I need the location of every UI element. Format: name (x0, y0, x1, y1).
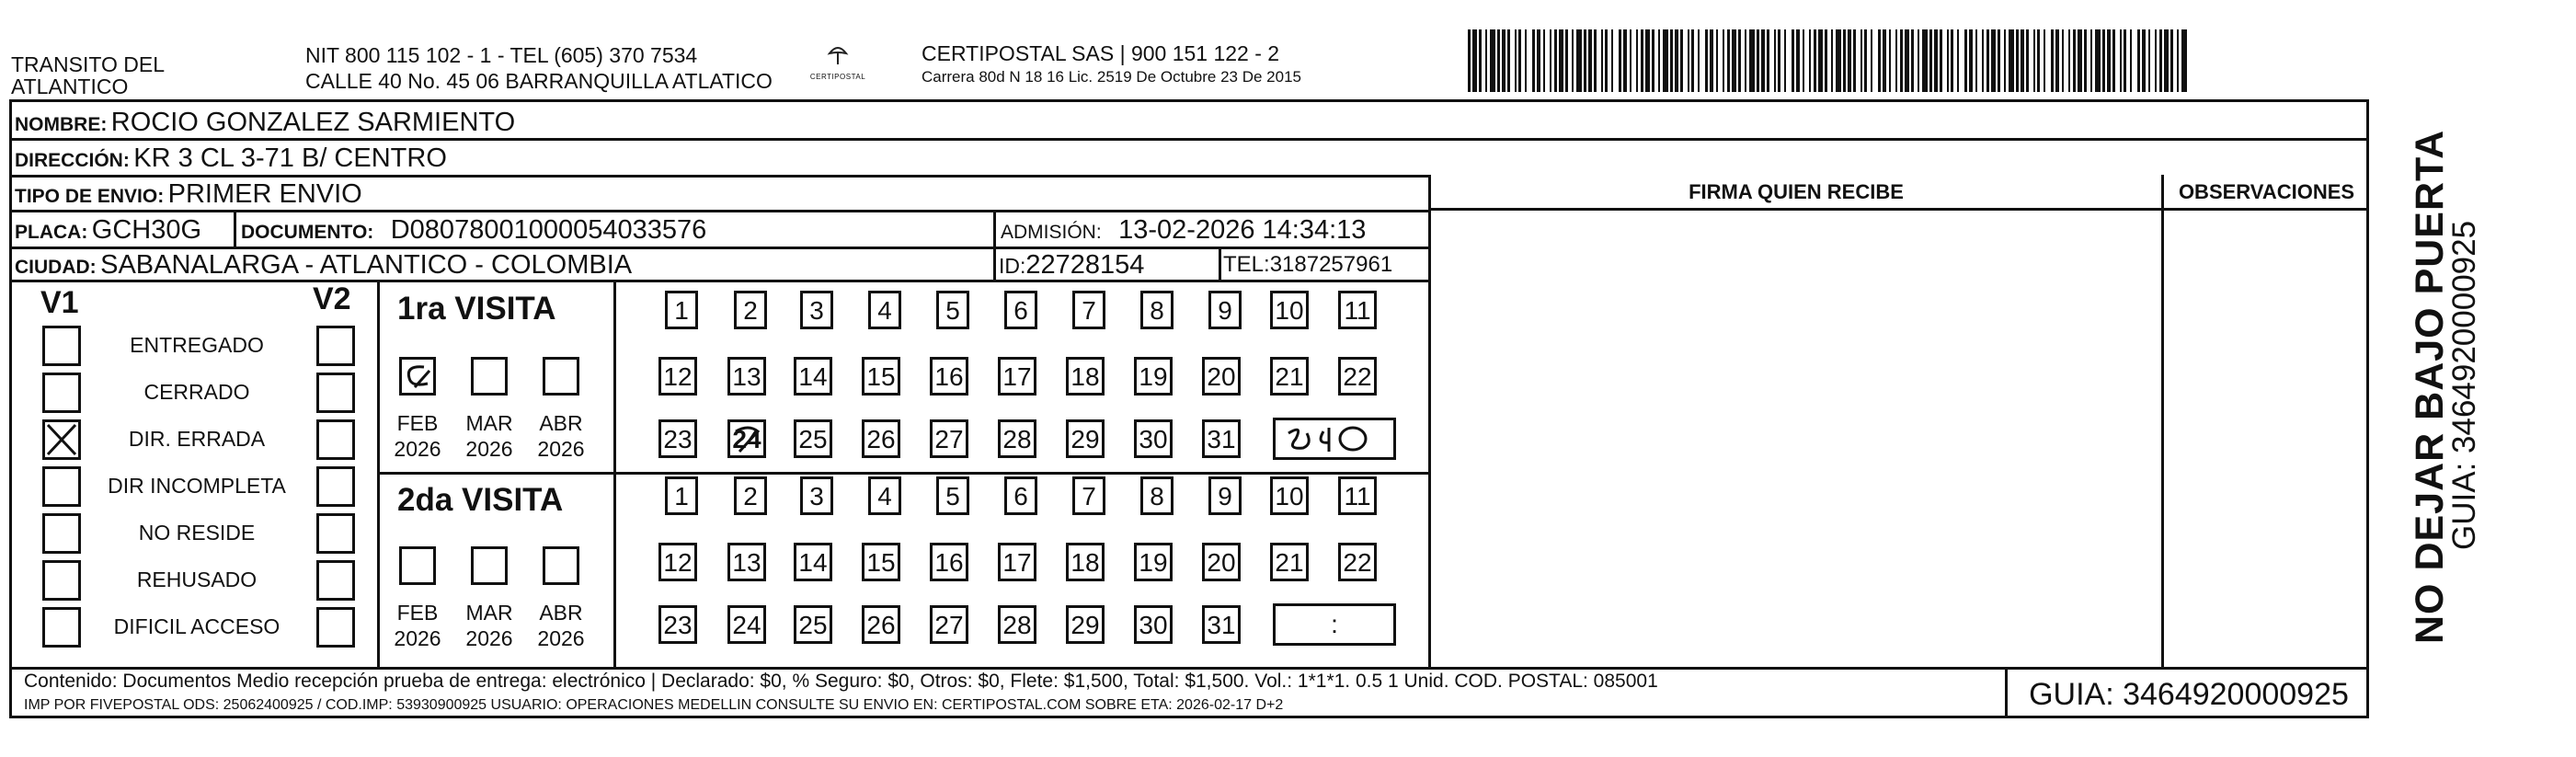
visit2-day-27[interactable] (930, 605, 968, 644)
visit2-day-10[interactable] (1270, 476, 1309, 515)
status-label-dir-errada: DIR. ERRADA (128, 427, 266, 451)
day-number: 26 (866, 611, 896, 639)
visit2-day-31[interactable] (1202, 605, 1241, 644)
visit1-day-31[interactable] (1202, 419, 1241, 458)
day-number: 31 (1207, 425, 1236, 453)
visit1-day-1[interactable] (665, 291, 698, 329)
tel-value: 3187257961 (1269, 252, 1393, 277)
visit2-month-feb-checkbox[interactable] (399, 546, 436, 585)
sender-line-1: TRANSITO DEL (11, 52, 165, 76)
day-number: 8 (1150, 296, 1164, 325)
day-number: 23 (663, 425, 693, 453)
day-number: 13 (732, 548, 761, 577)
day-number: 3 (809, 482, 824, 510)
sender-name (11, 53, 165, 97)
v1-checkbox-rehusado[interactable] (42, 560, 81, 601)
visit1-day-23[interactable] (658, 419, 697, 458)
day-number: 21 (1275, 362, 1304, 391)
nombre-row (15, 108, 515, 138)
day-number: 27 (934, 425, 964, 453)
visit1-day-8[interactable] (1140, 291, 1174, 329)
day-number: 4 (877, 482, 892, 510)
visit1-day-28[interactable] (998, 419, 1036, 458)
visit1-day-16[interactable] (930, 357, 968, 396)
v1-heading: V1 (40, 285, 79, 320)
visit2-day-6[interactable] (1004, 476, 1037, 515)
day-number: 25 (798, 611, 828, 639)
day-number: 5 (945, 482, 960, 510)
visit1-day-3[interactable] (800, 291, 833, 329)
month-name: FEB (396, 411, 439, 435)
v2-checkbox-no-reside[interactable] (316, 513, 355, 554)
visit2-month-mar-label (462, 600, 517, 651)
day-number: 1 (674, 296, 689, 325)
month-name: ABR (539, 411, 583, 435)
month-year: 2026 (465, 626, 513, 650)
visit1-day-7[interactable] (1072, 291, 1105, 329)
day-number: 6 (1013, 482, 1028, 510)
id-label: ID: (999, 254, 1026, 278)
status-label-dir-incompleta: DIR INCOMPLETA (108, 474, 286, 498)
day-number: 17 (1002, 362, 1032, 391)
visit1-day-22[interactable] (1338, 357, 1377, 396)
visit2-day-26[interactable] (862, 605, 900, 644)
month-year: 2026 (394, 626, 441, 650)
status-label-rehusado: REHUSADO (136, 568, 258, 591)
first-visit-title: 1ra VISITA (397, 291, 556, 327)
day-number: 12 (663, 362, 693, 391)
id-value: 22728154 (1025, 250, 1145, 280)
visit1-day-25[interactable] (794, 419, 832, 458)
day-number: 12 (663, 548, 693, 577)
visit1-day-9[interactable] (1208, 291, 1242, 329)
handwritten-time-icon (1276, 420, 1393, 457)
visit2-day-21[interactable] (1270, 543, 1309, 581)
visit1-month-mar-checkbox[interactable] (471, 357, 508, 396)
tipo-label: TIPO DE ENVIO: (15, 186, 165, 207)
v2-checkbox-cerrado[interactable] (316, 373, 355, 413)
day-number: 22 (1343, 362, 1372, 391)
visit1-day-21[interactable] (1270, 357, 1309, 396)
status-label-cerrado: CERRADO (143, 380, 250, 404)
side-warning: NO DEJAR BAJO PUERTA (2408, 129, 2452, 644)
visit2-day-9[interactable] (1208, 476, 1242, 515)
second-visit-time-box[interactable] (1273, 603, 1396, 646)
day-number: 11 (1344, 482, 1371, 510)
day-number: 22 (1343, 548, 1372, 577)
visit2-day-25[interactable] (794, 605, 832, 644)
day-number: 9 (1218, 482, 1232, 510)
visit1-month-feb-label (390, 410, 445, 462)
visit1-month-abr-label (533, 410, 589, 462)
footer-content-line: Contenido: Documentos Medio recepción prueba de entrega: electrónico | Declarado: $0, % Seguro: $0, Otros: $0, Flete: $1,500, Total: $1,500. Vol.: 1*1*1. 0.5 1 Unid. COD. POSTAL: 085001 (24, 671, 1658, 692)
day-number: 10 (1275, 296, 1304, 325)
visit1-day-12[interactable] (658, 357, 697, 396)
visit2-day-22[interactable] (1338, 543, 1377, 581)
ciudad-value: SABANALARGA - ATLANTICO - COLOMBIA (100, 250, 633, 280)
admision-label: ADMISIÓN: (1001, 222, 1102, 243)
day-number: 5 (945, 296, 960, 325)
handwritten-mark-icon (730, 422, 767, 457)
visit1-day-11[interactable] (1338, 291, 1377, 329)
visit1-day-30[interactable] (1134, 419, 1173, 458)
tipo-row (15, 179, 362, 210)
status-label-dificil-acceso: DIFICIL ACCESO (113, 614, 280, 638)
day-number: 16 (934, 362, 964, 391)
visit2-day-30[interactable] (1134, 605, 1173, 644)
day-number: 17 (1002, 548, 1032, 577)
visit1-day-24[interactable] (727, 419, 766, 458)
observaciones-header: OBSERVACIONES (2178, 180, 2355, 203)
direccion-label: DIRECCIÓN: (15, 150, 130, 171)
placa-label: PLACA: (15, 222, 88, 243)
day-number: 6 (1013, 296, 1028, 325)
day-number: 26 (866, 425, 896, 453)
documento-label: DOCUMENTO: (241, 222, 374, 243)
visit2-day-7[interactable] (1072, 476, 1105, 515)
day-number: 15 (866, 362, 896, 391)
status-label-no-reside: NO RESIDE (138, 521, 256, 545)
visit2-day-3[interactable] (800, 476, 833, 515)
visit1-month-abr-checkbox[interactable] (543, 357, 579, 396)
visit2-day-15[interactable] (862, 543, 900, 581)
visit1-day-10[interactable] (1270, 291, 1309, 329)
visit2-month-abr-label (533, 600, 589, 651)
v2-checkbox-rehusado[interactable] (316, 560, 355, 601)
visit2-day-20[interactable] (1202, 543, 1241, 581)
visit2-day-11[interactable] (1338, 476, 1377, 515)
day-number: 18 (1070, 362, 1100, 391)
status-label-entregado: ENTREGADO (130, 333, 264, 357)
day-number: 25 (798, 425, 828, 453)
day-number: 24 (732, 425, 761, 453)
v1-checkbox-dir-errada[interactable] (42, 419, 81, 460)
barcode (1468, 29, 2189, 94)
admision-row (1001, 215, 1366, 246)
day-number: 7 (1082, 296, 1096, 325)
visit2-day-12[interactable] (658, 543, 697, 581)
day-number: 9 (1218, 296, 1232, 325)
visit2-day-2[interactable] (734, 476, 767, 515)
day-number: 20 (1207, 548, 1236, 577)
month-name: MAR (465, 411, 513, 435)
direccion-value: KR 3 CL 3-71 B/ CENTRO (133, 143, 447, 173)
certipostal-logo (806, 44, 870, 81)
day-number: 29 (1070, 611, 1100, 639)
visit1-day-18[interactable] (1066, 357, 1105, 396)
visit2-day-17[interactable] (998, 543, 1036, 581)
day-number: 20 (1207, 362, 1236, 391)
visit1-month-feb-checkbox[interactable] (399, 357, 436, 396)
sender-info (305, 42, 773, 94)
day-number: 1 (674, 482, 689, 510)
tipo-value: PRIMER ENVIO (167, 179, 362, 209)
logo-text: CERTIPOSTAL (809, 73, 866, 81)
visit1-day-14[interactable] (794, 357, 832, 396)
visit2-day-16[interactable] (930, 543, 968, 581)
day-number: 28 (1002, 611, 1032, 639)
visit1-month-mar-label (462, 410, 517, 462)
day-number: 30 (1139, 611, 1168, 639)
address-line: CALLE 40 No. 45 06 BARRANQUILLA ATLATICO (305, 69, 773, 93)
v1-checkbox-cerrado[interactable] (42, 373, 81, 413)
day-number: 21 (1275, 548, 1304, 577)
day-number: 8 (1150, 482, 1164, 510)
day-number: 19 (1139, 548, 1168, 577)
day-number: 30 (1139, 425, 1168, 453)
month-year: 2026 (465, 437, 513, 461)
visit2-month-abr-checkbox[interactable] (543, 546, 579, 585)
visit2-day-18[interactable] (1066, 543, 1105, 581)
day-number: 23 (663, 611, 693, 639)
day-number: 3 (809, 296, 824, 325)
visit2-day-19[interactable] (1134, 543, 1173, 581)
visit2-day-24[interactable] (727, 605, 766, 644)
visit2-day-4[interactable] (868, 476, 901, 515)
placa-row (15, 215, 201, 246)
footer-guia: GUIA: 3464920000925 (2029, 677, 2349, 712)
handwritten-mark-icon (402, 360, 433, 393)
visit1-day-17[interactable] (998, 357, 1036, 396)
footer-print-line: IMP POR FIVEPOSTAL ODS: 25062400925 / COD.IMP: 53930900925 USUARIO: OPERACIONES MEDELLIN CONSULTE SU ENVIO EN: CERTIPOSTAL.COM SOBRE ETA: 2026-02-17 D+2 (24, 697, 1284, 713)
visit1-day-2[interactable] (734, 291, 767, 329)
day-number: 11 (1344, 296, 1371, 325)
v2-checkbox-dir-errada[interactable] (316, 419, 355, 460)
ciudad-label: CIUDAD: (15, 257, 97, 278)
day-number: 27 (934, 611, 964, 639)
id-row (999, 250, 1144, 281)
v1-checkbox-entregado[interactable] (42, 326, 81, 366)
visit1-day-5[interactable] (936, 291, 969, 329)
second-visit-title: 2da VISITA (397, 482, 564, 518)
firma-header: FIRMA QUIEN RECIBE (1689, 180, 1904, 203)
v2-checkbox-dificil-acceso[interactable] (316, 607, 355, 648)
visit2-month-mar-checkbox[interactable] (471, 546, 508, 585)
day-number: 14 (798, 548, 828, 577)
day-number: 19 (1139, 362, 1168, 391)
day-number: 15 (866, 548, 896, 577)
license-line: Carrera 80d N 18 16 Lic. 2519 De Octubre 23 De 2015 (922, 68, 1301, 86)
visit1-day-20[interactable] (1202, 357, 1241, 396)
month-name: MAR (465, 601, 513, 625)
visit2-day-23[interactable] (658, 605, 697, 644)
admision-value: 13-02-2026 14:34:13 (1118, 215, 1367, 245)
month-year: 2026 (537, 626, 585, 650)
visit2-day-29[interactable] (1066, 605, 1105, 644)
visit1-day-6[interactable] (1004, 291, 1037, 329)
visit2-day-8[interactable] (1140, 476, 1174, 515)
nit-line: NIT 800 115 102 - 1 - TEL (605) 370 7534 (305, 43, 698, 67)
day-number: 24 (732, 611, 761, 639)
day-number: 29 (1070, 425, 1100, 453)
company-line: CERTIPOSTAL SAS | 900 151 122 - 2 (922, 41, 1280, 65)
visit1-day-13[interactable] (727, 357, 766, 396)
visit2-day-5[interactable] (936, 476, 969, 515)
v2-checkbox-entregado[interactable] (316, 326, 355, 366)
visit2-month-feb-label (390, 600, 445, 651)
day-number: 13 (732, 362, 761, 391)
v1-checkbox-dir-incompleta[interactable] (42, 466, 81, 507)
visit1-day-26[interactable] (862, 419, 900, 458)
direccion-row (15, 143, 447, 174)
x-mark-icon (45, 422, 78, 457)
side-guia: GUIA: 3464920000925 (2446, 220, 2482, 550)
company-info (922, 40, 1301, 88)
v1-checkbox-dificil-acceso[interactable] (42, 607, 81, 648)
tel-label: TEL: (1223, 252, 1270, 277)
visit1-day-29[interactable] (1066, 419, 1105, 458)
logo-mark-icon (826, 44, 850, 68)
tel-row (1223, 252, 1392, 278)
month-year: 2026 (537, 437, 585, 461)
second-visit-time: : (1331, 610, 1338, 638)
ciudad-row (15, 250, 632, 281)
nombre-value: ROCIO GONZALEZ SARMIENTO (110, 108, 516, 137)
v1-checkbox-no-reside[interactable] (42, 513, 81, 554)
visit2-day-1[interactable] (665, 476, 698, 515)
day-number: 28 (1002, 425, 1032, 453)
day-number: 2 (743, 482, 758, 510)
sender-line-2: ATLANTICO (11, 75, 129, 98)
visit1-day-19[interactable] (1134, 357, 1173, 396)
visit2-day-28[interactable] (998, 605, 1036, 644)
visit1-day-4[interactable] (868, 291, 901, 329)
day-number: 18 (1070, 548, 1100, 577)
nombre-label: NOMBRE: (15, 114, 108, 135)
documento-row (241, 215, 706, 246)
month-name: ABR (539, 601, 583, 625)
visit1-day-15[interactable] (862, 357, 900, 396)
day-number: 31 (1207, 611, 1236, 639)
v2-heading: V2 (313, 281, 351, 316)
day-number: 2 (743, 296, 758, 325)
placa-value: GCH30G (91, 215, 202, 245)
month-name: FEB (396, 601, 439, 625)
visit1-day-27[interactable] (930, 419, 968, 458)
first-visit-time-box[interactable] (1273, 418, 1396, 460)
day-number: 4 (877, 296, 892, 325)
month-year: 2026 (394, 437, 441, 461)
day-number: 16 (934, 548, 964, 577)
visit2-day-14[interactable] (794, 543, 832, 581)
documento-value: D08078001000054033576 (390, 215, 707, 245)
day-number: 10 (1275, 482, 1304, 510)
day-number: 14 (798, 362, 828, 391)
v2-checkbox-dir-incompleta[interactable] (316, 466, 355, 507)
visit2-day-13[interactable] (727, 543, 766, 581)
day-number: 7 (1082, 482, 1096, 510)
